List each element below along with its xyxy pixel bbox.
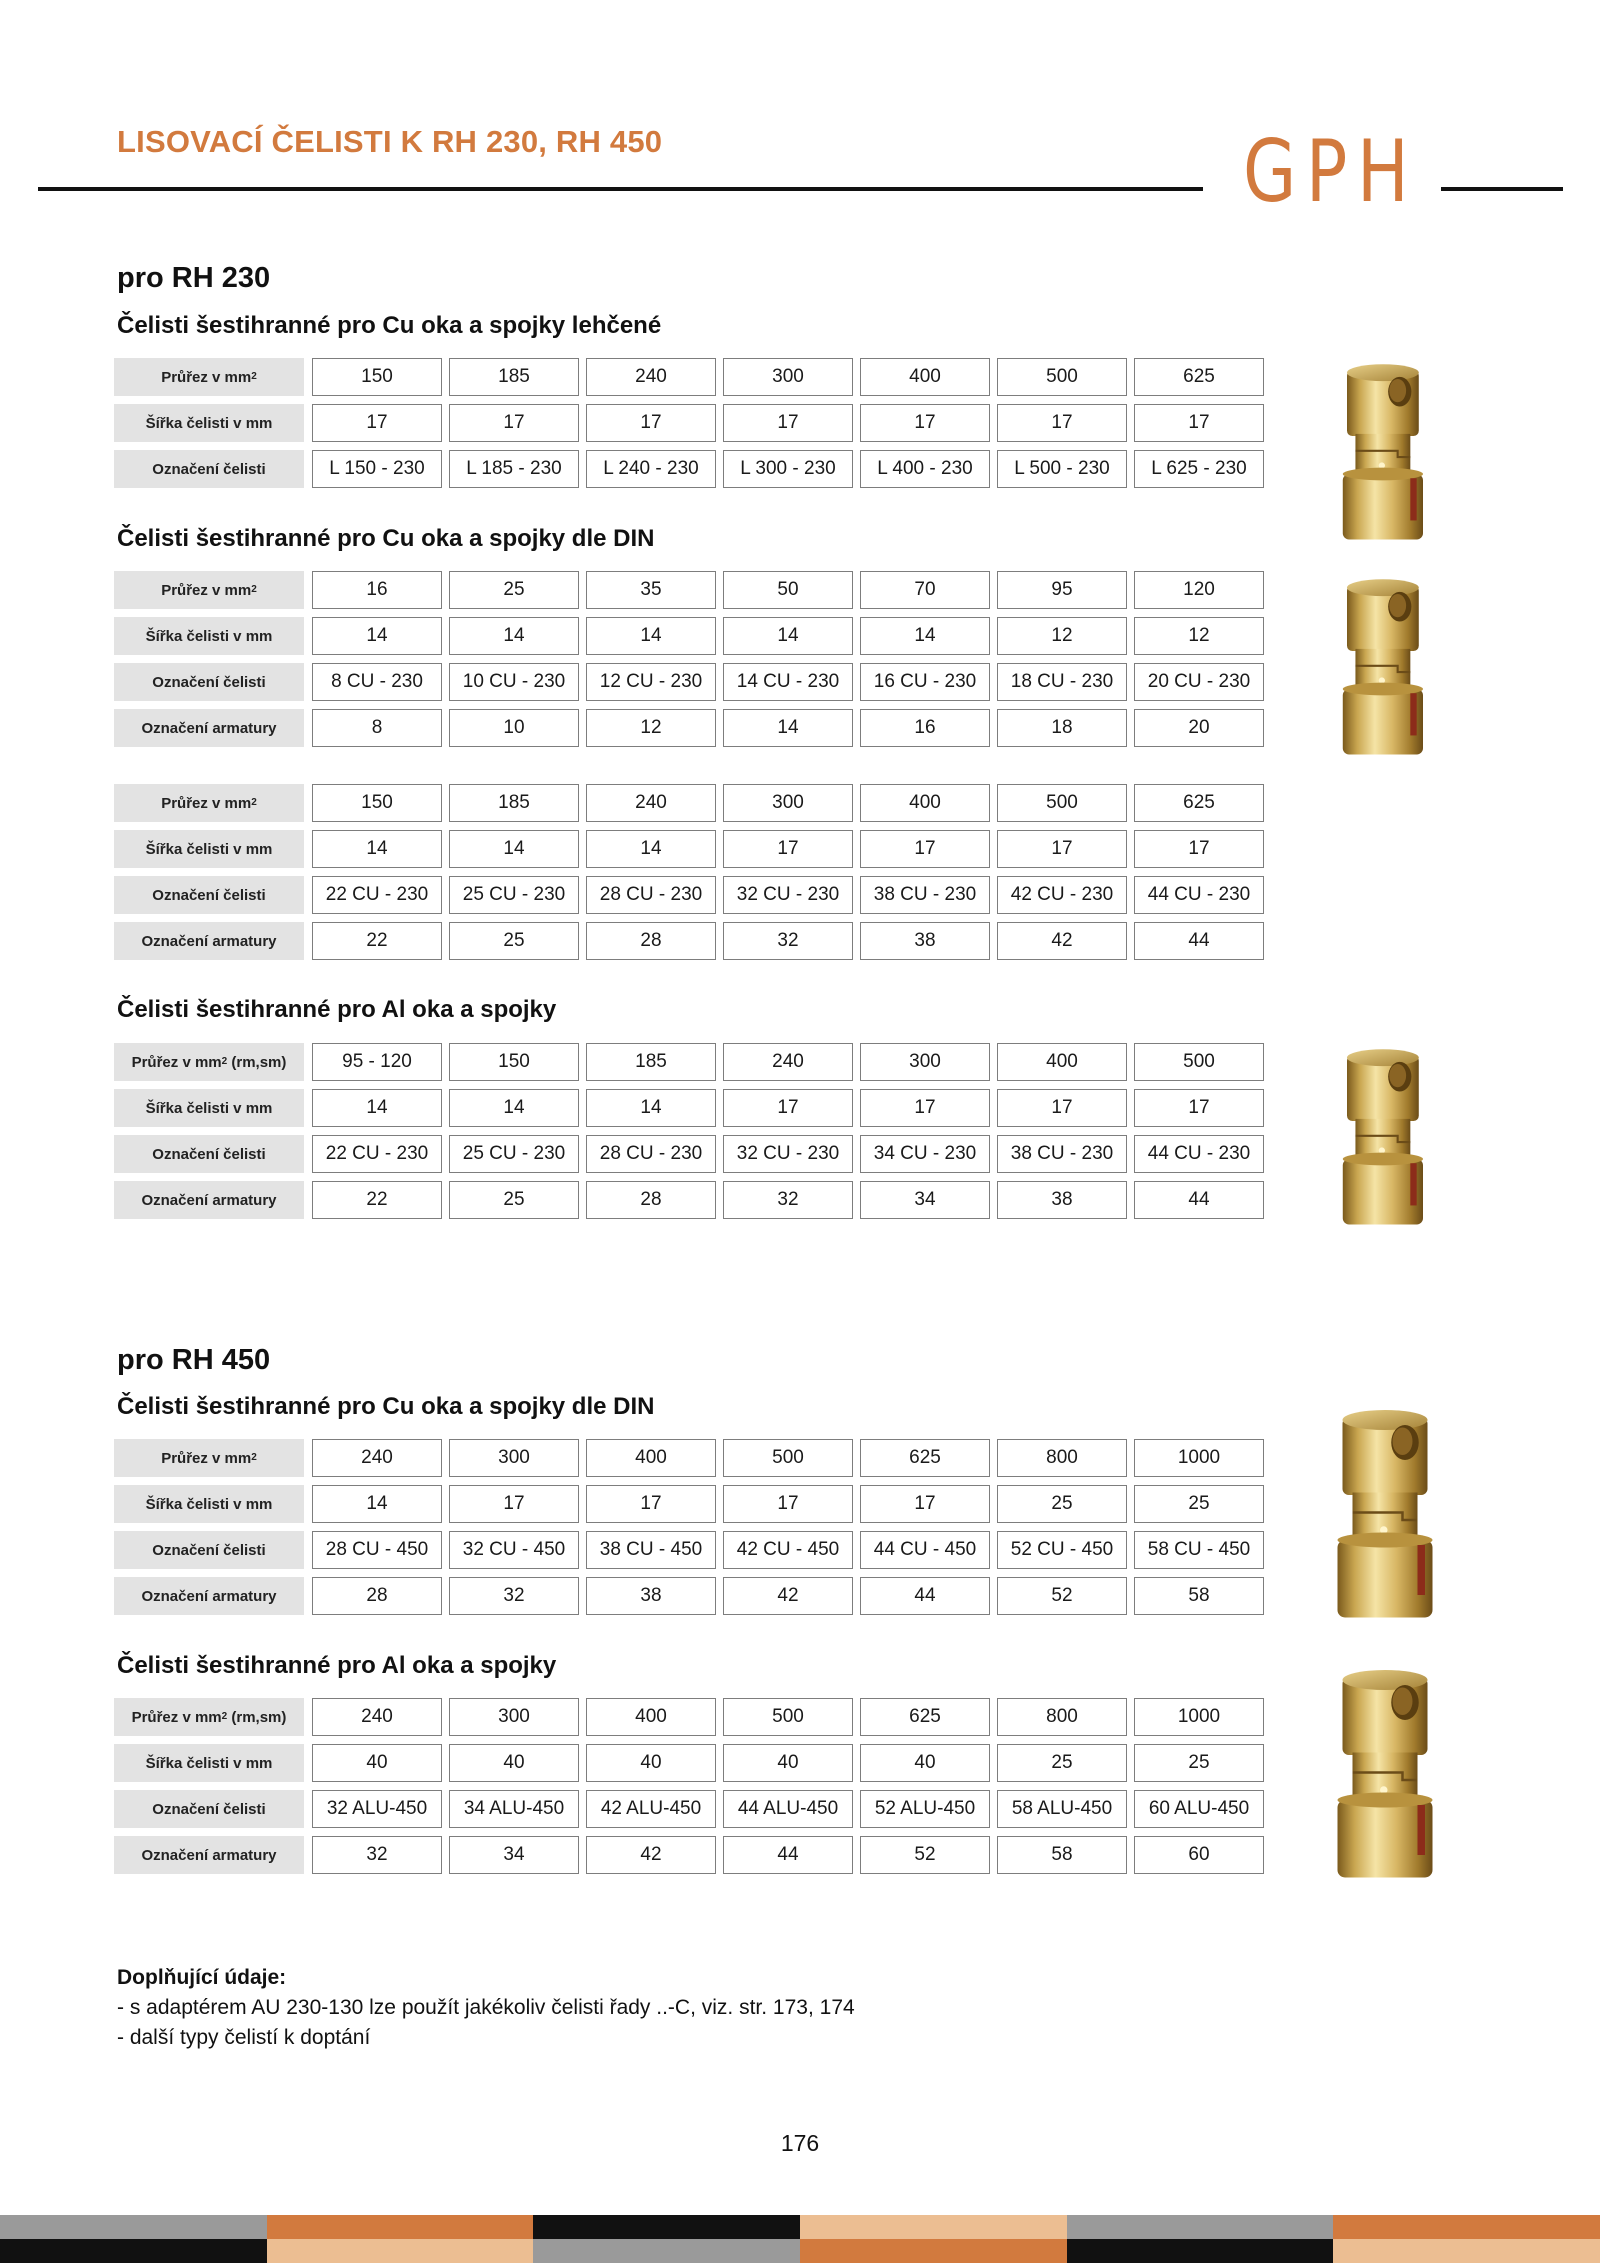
- table-cell: 52 ALU-450: [860, 1790, 990, 1828]
- table-cell: 42 CU - 450: [723, 1531, 853, 1569]
- table-cell: 25 CU - 230: [449, 876, 579, 914]
- brand-logo: GPH: [1243, 122, 1419, 222]
- table-cell: 25: [449, 571, 579, 609]
- table-cell: 240: [586, 358, 716, 396]
- table-row: [114, 922, 1271, 960]
- table-cell: 44: [860, 1577, 990, 1615]
- table-cell: 300: [449, 1698, 579, 1736]
- row-label-fitting-mark: Označení armatury: [114, 709, 304, 747]
- table-cell: 14: [312, 830, 442, 868]
- row-label-fitting-mark: Označení armatury: [114, 1577, 304, 1615]
- notes-heading: Doplňující údaje:: [117, 1966, 287, 1989]
- table-row: [114, 1836, 1271, 1874]
- footer-color-segment: [800, 2239, 1067, 2263]
- table-cell: 500: [997, 784, 1127, 822]
- subtitle-cu-din-450: Čelisti šestihranné pro Cu oka a spojky dle DIN: [117, 1393, 655, 1420]
- table-cell: 300: [860, 1043, 990, 1081]
- table-cell: 22 CU - 230: [312, 876, 442, 914]
- table-cell: 17: [1134, 1089, 1264, 1127]
- table-cell: 14: [312, 1089, 442, 1127]
- table-cell: 17: [723, 1089, 853, 1127]
- subtitle-cu-light: Čelisti šestihranné pro Cu oka a spojky lehčené: [117, 312, 662, 339]
- footer-color-segment: [0, 2215, 267, 2239]
- table-cell: 17: [860, 830, 990, 868]
- section-heading-rh230: pro RH 230: [117, 262, 271, 294]
- table-cell: 95 - 120: [312, 1043, 442, 1081]
- table-cell: 38 CU - 230: [860, 876, 990, 914]
- table-cell: 32 CU - 450: [449, 1531, 579, 1569]
- table-cell: 32 CU - 230: [723, 1135, 853, 1173]
- table-cell: 14: [586, 1089, 716, 1127]
- table-cell: 52 CU - 450: [997, 1531, 1127, 1569]
- row-label-cross-section: Průřez v mm 2: [114, 358, 304, 396]
- table-cell: 500: [1134, 1043, 1264, 1081]
- row-label-cross-section: Průřez v mm 2: [114, 1439, 304, 1477]
- table-cell: 16 CU - 230: [860, 663, 990, 701]
- table-cell: 400: [586, 1698, 716, 1736]
- table-row: [114, 876, 1271, 914]
- table-cell: 17: [1134, 404, 1264, 442]
- table-cell: 34 CU - 230: [860, 1135, 990, 1173]
- table-row: [114, 663, 1271, 701]
- table-cell: 500: [997, 358, 1127, 396]
- table-cell: 17: [860, 1089, 990, 1127]
- table-cell: 32: [723, 1181, 853, 1219]
- table-cell: 32: [723, 922, 853, 960]
- table-cell: 70: [860, 571, 990, 609]
- table-cell: 25: [1134, 1744, 1264, 1782]
- table-cell: 16: [860, 709, 990, 747]
- table-cell: 14: [723, 709, 853, 747]
- row-label-jaw-mark: Označení čelisti: [114, 663, 304, 701]
- table-cell: 150: [312, 784, 442, 822]
- table-cell: 500: [723, 1439, 853, 1477]
- table-cell: 40: [860, 1744, 990, 1782]
- supplementary-notes: [117, 1963, 855, 2053]
- footer-color-segment: [0, 2239, 267, 2263]
- table-cell: 38: [997, 1181, 1127, 1219]
- footer-color-segment: [1067, 2215, 1334, 2239]
- table-cell: 44 CU - 230: [1134, 876, 1264, 914]
- table-cell: 150: [449, 1043, 579, 1081]
- table-row: [114, 450, 1271, 488]
- table-cell: 32 CU - 230: [723, 876, 853, 914]
- table-cell: 8: [312, 709, 442, 747]
- table-cell: 14: [723, 617, 853, 655]
- table-cell: 34: [860, 1181, 990, 1219]
- table-cell: 38: [586, 1577, 716, 1615]
- table-row: [114, 1089, 1271, 1127]
- table-cell: 38 CU - 230: [997, 1135, 1127, 1173]
- table-row: [114, 1531, 1271, 1569]
- table-cell: 25: [449, 1181, 579, 1219]
- table-cell: 185: [449, 784, 579, 822]
- table-cell: 14: [586, 617, 716, 655]
- table-cell: 14: [449, 617, 579, 655]
- table-cell: 44: [1134, 922, 1264, 960]
- table-cell: 44: [723, 1836, 853, 1874]
- table-row: [114, 617, 1271, 655]
- table-cell: 32 ALU-450: [312, 1790, 442, 1828]
- table-cell: L 400 - 230: [860, 450, 990, 488]
- table-cell: 625: [1134, 358, 1264, 396]
- footer-color-segment: [1333, 2215, 1600, 2239]
- table-cell: 12 CU - 230: [586, 663, 716, 701]
- table-row: [114, 1485, 1271, 1523]
- table-cell: 1000: [1134, 1439, 1264, 1477]
- spec-table-cu-din-450: [114, 1439, 1271, 1623]
- page-number: 176: [780, 2130, 820, 2156]
- table-cell: 42: [997, 922, 1127, 960]
- row-label-jaw-mark: Označení čelisti: [114, 876, 304, 914]
- table-cell: 38: [860, 922, 990, 960]
- table-cell: L 150 - 230: [312, 450, 442, 488]
- table-cell: 22: [312, 922, 442, 960]
- table-cell: 17: [723, 1485, 853, 1523]
- table-cell: 25: [997, 1485, 1127, 1523]
- table-cell: 12: [997, 617, 1127, 655]
- header-rule-left: [38, 187, 1203, 191]
- table-cell: 240: [723, 1043, 853, 1081]
- table-cell: 32: [312, 1836, 442, 1874]
- row-label-jaw-mark: Označení čelisti: [114, 450, 304, 488]
- table-row: [114, 830, 1271, 868]
- table-row: [114, 1698, 1271, 1736]
- spec-table-cu-light: [114, 358, 1271, 496]
- table-row: [114, 1439, 1271, 1477]
- table-cell: 25: [449, 922, 579, 960]
- row-label-cross-section: Průřez v mm 2 (rm,sm): [114, 1043, 304, 1081]
- notes-line: - další typy čelistí k doptání: [117, 2026, 371, 2049]
- table-cell: 800: [997, 1698, 1127, 1736]
- jaw-photo-din-450: [1325, 1405, 1450, 1630]
- section-heading-rh450: pro RH 450: [117, 1344, 271, 1376]
- table-cell: 14: [449, 1089, 579, 1127]
- table-cell: 1000: [1134, 1698, 1264, 1736]
- jaw-photo-al-230: [1330, 1045, 1440, 1235]
- table-cell: 17: [997, 404, 1127, 442]
- table-cell: 10: [449, 709, 579, 747]
- table-row: [114, 1577, 1271, 1615]
- table-cell: 28: [586, 922, 716, 960]
- spec-table-cu-din-230-part2: [114, 784, 1271, 968]
- table-row: [114, 709, 1271, 747]
- table-cell: 17: [449, 404, 579, 442]
- table-row: [114, 404, 1271, 442]
- table-cell: 17: [997, 830, 1127, 868]
- table-cell: 34 ALU-450: [449, 1790, 579, 1828]
- footer-color-bar: [0, 2215, 1600, 2263]
- table-cell: 400: [860, 358, 990, 396]
- row-label-width: Šířka čelisti v mm: [114, 404, 304, 442]
- table-cell: 240: [312, 1439, 442, 1477]
- table-cell: 300: [449, 1439, 579, 1477]
- table-cell: 625: [1134, 784, 1264, 822]
- footer-color-segment: [1067, 2239, 1334, 2263]
- table-cell: 625: [860, 1439, 990, 1477]
- spec-table-al-450: [114, 1698, 1271, 1882]
- row-label-width: Šířka čelisti v mm: [114, 830, 304, 868]
- notes-line: - s adaptérem AU 230-130 lze použít jakékoliv čelisti řady ..-C, viz. str. 173, 174: [117, 1996, 855, 2019]
- table-cell: 18: [997, 709, 1127, 747]
- table-cell: 28: [586, 1181, 716, 1219]
- table-cell: L 185 - 230: [449, 450, 579, 488]
- table-cell: 40: [723, 1744, 853, 1782]
- footer-color-segment: [1333, 2239, 1600, 2263]
- table-cell: 400: [586, 1439, 716, 1477]
- table-cell: 44 CU - 230: [1134, 1135, 1264, 1173]
- table-cell: 14: [312, 617, 442, 655]
- table-cell: 58: [997, 1836, 1127, 1874]
- table-cell: 14: [860, 617, 990, 655]
- table-cell: L 240 - 230: [586, 450, 716, 488]
- table-cell: 8 CU - 230: [312, 663, 442, 701]
- table-row: [114, 1043, 1271, 1081]
- table-cell: L 625 - 230: [1134, 450, 1264, 488]
- footer-color-segment: [267, 2239, 534, 2263]
- header-rule-right: [1441, 187, 1563, 191]
- row-label-fitting-mark: Označení armatury: [114, 1836, 304, 1874]
- table-cell: 42 ALU-450: [586, 1790, 716, 1828]
- table-cell: 25: [1134, 1485, 1264, 1523]
- spec-table-cu-din-230-part1: [114, 571, 1271, 755]
- table-cell: 800: [997, 1439, 1127, 1477]
- table-cell: 44: [1134, 1181, 1264, 1219]
- table-cell: 185: [449, 358, 579, 396]
- subtitle-al-230: Čelisti šestihranné pro Al oka a spojky: [117, 996, 557, 1023]
- footer-color-segment: [533, 2215, 800, 2239]
- table-cell: 40: [312, 1744, 442, 1782]
- table-cell: 58 ALU-450: [997, 1790, 1127, 1828]
- table-cell: 17: [723, 830, 853, 868]
- row-label-width: Šířka čelisti v mm: [114, 617, 304, 655]
- table-cell: 58: [1134, 1577, 1264, 1615]
- table-cell: 42: [723, 1577, 853, 1615]
- table-cell: 240: [586, 784, 716, 822]
- jaw-photo-light: [1330, 360, 1440, 550]
- row-label-jaw-mark: Označení čelisti: [114, 1531, 304, 1569]
- table-cell: 40: [586, 1744, 716, 1782]
- table-cell: 12: [1134, 617, 1264, 655]
- table-cell: 40: [449, 1744, 579, 1782]
- table-cell: 32: [449, 1577, 579, 1615]
- table-row: [114, 1744, 1271, 1782]
- table-cell: 60: [1134, 1836, 1264, 1874]
- table-cell: 17: [860, 404, 990, 442]
- footer-color-segment: [267, 2215, 534, 2239]
- table-cell: 34: [449, 1836, 579, 1874]
- row-label-jaw-mark: Označení čelisti: [114, 1135, 304, 1173]
- table-cell: 12: [586, 709, 716, 747]
- table-cell: 14: [449, 830, 579, 868]
- spec-table-al-230: [114, 1043, 1271, 1227]
- table-cell: 28 CU - 230: [586, 1135, 716, 1173]
- table-cell: 500: [723, 1698, 853, 1736]
- table-cell: 14 CU - 230: [723, 663, 853, 701]
- table-row: [114, 1135, 1271, 1173]
- table-cell: 150: [312, 358, 442, 396]
- table-cell: 185: [586, 1043, 716, 1081]
- table-cell: 28 CU - 230: [586, 876, 716, 914]
- table-cell: 300: [723, 358, 853, 396]
- table-cell: 17: [1134, 830, 1264, 868]
- table-row: [114, 571, 1271, 609]
- table-cell: 22 CU - 230: [312, 1135, 442, 1173]
- table-cell: 44 ALU-450: [723, 1790, 853, 1828]
- table-cell: 28 CU - 450: [312, 1531, 442, 1569]
- table-cell: 60 ALU-450: [1134, 1790, 1264, 1828]
- table-cell: 14: [586, 830, 716, 868]
- row-label-cross-section: Průřez v mm 2: [114, 571, 304, 609]
- table-cell: L 300 - 230: [723, 450, 853, 488]
- table-cell: 58 CU - 450: [1134, 1531, 1264, 1569]
- table-cell: 625: [860, 1698, 990, 1736]
- footer-strip-bottom: [0, 2239, 1600, 2263]
- jaw-photo-din-230: [1330, 575, 1440, 765]
- row-label-fitting-mark: Označení armatury: [114, 922, 304, 960]
- table-row: [114, 784, 1271, 822]
- table-cell: 17: [312, 404, 442, 442]
- table-cell: 38 CU - 450: [586, 1531, 716, 1569]
- table-cell: 400: [860, 784, 990, 822]
- table-cell: 17: [723, 404, 853, 442]
- row-label-jaw-mark: Označení čelisti: [114, 1790, 304, 1828]
- page-title: LISOVACÍ ČELISTI K RH 230, RH 450: [117, 124, 663, 159]
- table-cell: 400: [997, 1043, 1127, 1081]
- row-label-cross-section: Průřez v mm 2: [114, 784, 304, 822]
- table-cell: 44 CU - 450: [860, 1531, 990, 1569]
- table-cell: 10 CU - 230: [449, 663, 579, 701]
- table-row: [114, 1790, 1271, 1828]
- footer-color-segment: [800, 2215, 1067, 2239]
- table-cell: 25: [997, 1744, 1127, 1782]
- table-cell: 35: [586, 571, 716, 609]
- jaw-photo-al-450: [1325, 1665, 1450, 1890]
- table-cell: L 500 - 230: [997, 450, 1127, 488]
- table-cell: 16: [312, 571, 442, 609]
- table-cell: 300: [723, 784, 853, 822]
- subtitle-cu-din-230: Čelisti šestihranné pro Cu oka a spojky dle DIN: [117, 525, 655, 552]
- row-label-width: Šířka čelisti v mm: [114, 1485, 304, 1523]
- table-cell: 50: [723, 571, 853, 609]
- table-cell: 42: [586, 1836, 716, 1874]
- table-cell: 20: [1134, 709, 1264, 747]
- table-cell: 52: [997, 1577, 1127, 1615]
- table-cell: 22: [312, 1181, 442, 1219]
- row-label-width: Šířka čelisti v mm: [114, 1744, 304, 1782]
- table-cell: 14: [312, 1485, 442, 1523]
- table-cell: 120: [1134, 571, 1264, 609]
- subtitle-al-450: Čelisti šestihranné pro Al oka a spojky: [117, 1652, 557, 1679]
- table-cell: 17: [586, 404, 716, 442]
- table-cell: 25 CU - 230: [449, 1135, 579, 1173]
- table-cell: 52: [860, 1836, 990, 1874]
- table-row: [114, 1181, 1271, 1219]
- footer-color-segment: [533, 2239, 800, 2263]
- table-cell: 42 CU - 230: [997, 876, 1127, 914]
- table-cell: 28: [312, 1577, 442, 1615]
- table-cell: 17: [449, 1485, 579, 1523]
- table-cell: 95: [997, 571, 1127, 609]
- table-cell: 17: [860, 1485, 990, 1523]
- table-row: [114, 358, 1271, 396]
- footer-strip-top: [0, 2215, 1600, 2239]
- table-cell: 20 CU - 230: [1134, 663, 1264, 701]
- row-label-fitting-mark: Označení armatury: [114, 1181, 304, 1219]
- table-cell: 18 CU - 230: [997, 663, 1127, 701]
- table-cell: 17: [997, 1089, 1127, 1127]
- table-cell: 240: [312, 1698, 442, 1736]
- row-label-width: Šířka čelisti v mm: [114, 1089, 304, 1127]
- row-label-cross-section: Průřez v mm 2 (rm,sm): [114, 1698, 304, 1736]
- table-cell: 17: [586, 1485, 716, 1523]
